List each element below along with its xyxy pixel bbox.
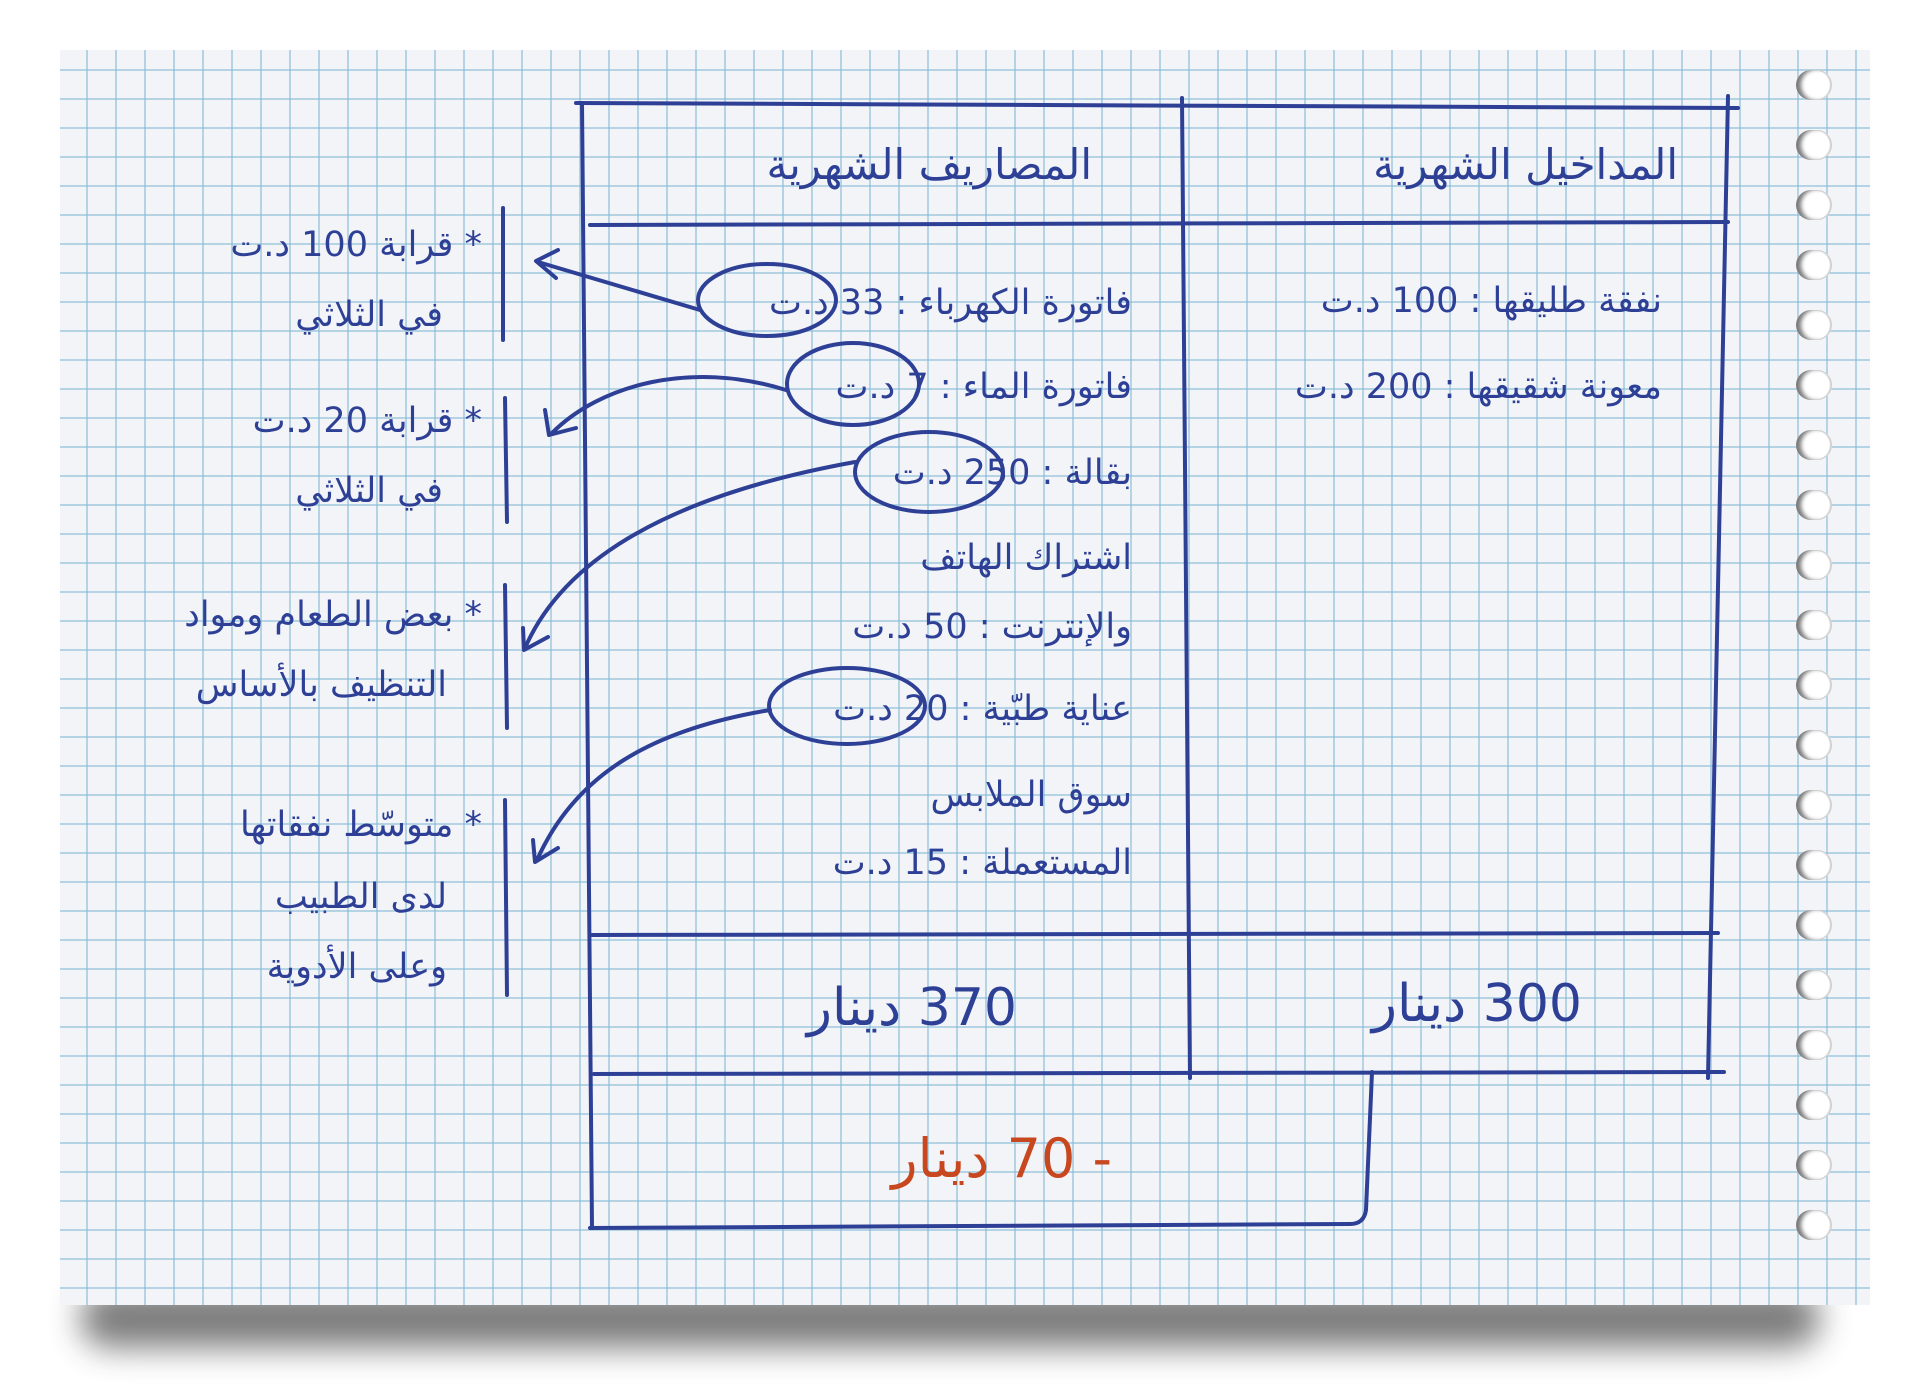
side-note-electricity-line2: في الثلاثي <box>295 295 443 335</box>
income-column-header: المداخيل الشهرية <box>1373 140 1678 189</box>
table-middle-line <box>1182 98 1190 1078</box>
income-item-brother-aid: معونة شقيقها : 200 د.ت <box>1294 367 1662 407</box>
side-note-electricity-line1: * قرابة 100 د.ت <box>230 225 482 265</box>
expense-item-phone-internet-line2: والإنترنت : 50 د.ت <box>852 607 1132 647</box>
expense-item-phone-internet-line1: اشتراك الهاتف <box>920 538 1132 578</box>
side-note-medical-line3: وعلى الأدوية <box>266 947 447 987</box>
expense-item-grocery: بقالة : 250 د.ت <box>892 453 1132 493</box>
expense-item-water: فاتورة الماء : 7 د.ت <box>835 367 1132 407</box>
note-bracket-3 <box>505 585 507 728</box>
expense-item-clothes-line2: المستعملة : 15 د.ت <box>832 843 1132 883</box>
arrow-medical-note <box>537 710 770 860</box>
income-total: 300 دينار <box>1371 974 1582 1034</box>
income-item-alimony: نفقة طليقها : 100 د.ت <box>1320 281 1662 321</box>
expense-item-electricity: فاتورة الكهرباء : 33 د.ت <box>769 283 1132 323</box>
note-bracket-4 <box>505 800 507 995</box>
table-left-line <box>582 103 592 1228</box>
arrow-water-note <box>552 377 786 433</box>
expenses-column-header: المصاريف الشهرية <box>766 140 1092 189</box>
expense-item-clothes-line1: سوق الملابس <box>930 775 1132 815</box>
arrow-grocery-note <box>525 462 855 648</box>
side-note-medical-line1: * متوسّط نفقاتها <box>239 805 482 845</box>
side-note-grocery-line1: * بعض الطعام ومواد <box>184 595 482 635</box>
table-right-line <box>1708 96 1728 1078</box>
side-note-water-line1: * قرابة 20 د.ت <box>252 401 482 441</box>
side-note-grocery-line2: التنظيف بالأساس <box>195 665 447 705</box>
side-note-medical-line2: لدى الطبيب <box>274 877 447 917</box>
note-bracket-2 <box>505 398 507 522</box>
table-totals-separator <box>592 933 1718 935</box>
table-header-separator <box>590 222 1728 225</box>
monthly-balance: - 70 دينار <box>891 1127 1112 1190</box>
arrow-electricity-note <box>538 262 700 310</box>
expenses-total: 370 دينار <box>806 978 1017 1038</box>
expense-item-medical: عناية طبّية : 20 د.ت <box>833 689 1132 729</box>
side-note-water-line2: في الثلاثي <box>295 471 443 511</box>
table-bottom-line <box>594 1072 1724 1074</box>
table-top-line <box>576 103 1738 108</box>
